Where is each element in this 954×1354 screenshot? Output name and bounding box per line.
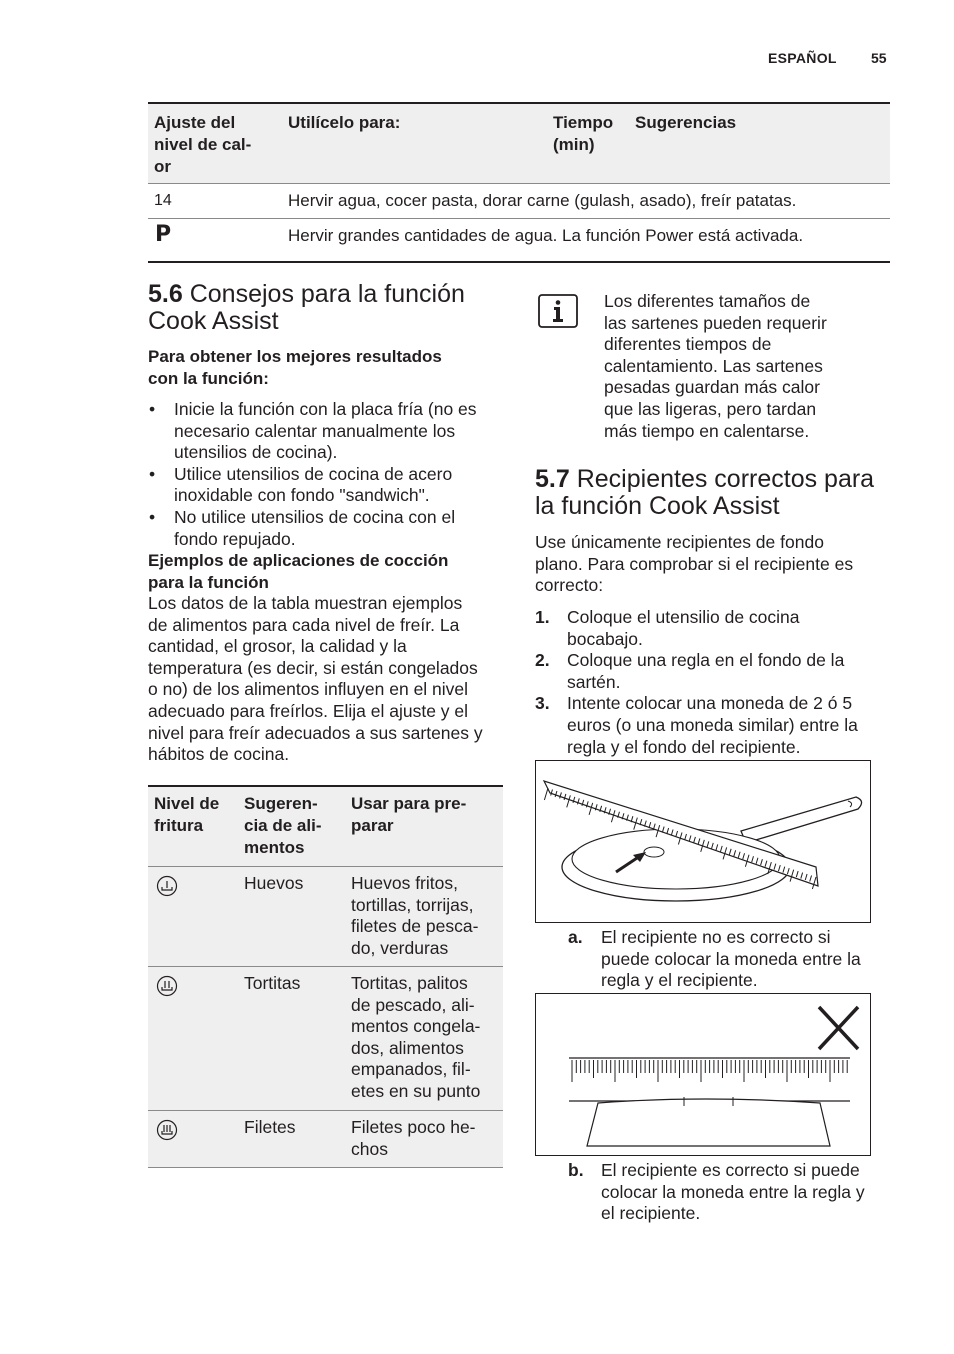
table-cell-use: Huevos fritos, tortillas, torrijas, filetes de pesca- do, verduras [351, 873, 479, 958]
section-5-7-intro: Use únicamente recipientes de fondo plano. Para comprobar si el recipiente es correcto: [535, 532, 854, 596]
table-cell-use: Filetes poco he- chos [351, 1117, 476, 1159]
list-item: • No utilice utensilios de cocina con el fondo repujado. [148, 507, 508, 550]
header-use-for: Utilícelo para: [288, 113, 401, 132]
ruler-side-illustration [535, 993, 871, 1156]
info-icon [538, 294, 578, 328]
tips-list [148, 399, 508, 550]
note-b: b. El recipiente es correcto si puede colocar la moneda entre la regla y el recipiente. [568, 1160, 865, 1224]
page-number: 55 [871, 50, 887, 66]
table-cell-food: Huevos [244, 873, 304, 893]
list-item: • Utilice utensilios de cocina de acero inoxidable con fondo "sandwich". [148, 464, 508, 507]
fry-level-2-icon [156, 975, 178, 997]
header-food: Sugeren- cia de ali- mentos [244, 794, 322, 857]
header-time: Tiempo (min) [553, 113, 614, 154]
table-cell-use: Tortitas, palitos de pescado, ali- mentos congela- dos, alimentos empanados, fil- etes en su punto [351, 973, 481, 1101]
table-rule [148, 261, 890, 263]
header-heat-setting: Ajuste del nivel de cal- or [154, 113, 252, 176]
list-item: 3. Intente colocar una moneda de 2 ó 5 euros (o una moneda similar) entre la regla y el fondo del recipiente. [535, 693, 858, 757]
power-level-symbol: P [155, 222, 172, 247]
list-item: 2. Coloque una regla en el fondo de la sartén. [535, 650, 845, 692]
ruler-ticks [572, 1060, 847, 1082]
table-cell-food: Filetes [244, 1117, 296, 1137]
section-5-6-title: 5.6 Consejos para la función Cook Assist [148, 280, 465, 335]
info-note-text: Los diferentes tamaños de las sartenes pueden requerir diferentes tiempos de calentamiento. Las sartenes pesadas guardan más calor que las ligeras, pero tardan más tiempo en calentarse. [604, 291, 827, 441]
table-cell-use: Hervir agua, cocer pasta, dorar carne (gulash, asado), freír patatas. [288, 191, 797, 210]
examples-paragraph: Los datos de la tabla muestran ejemplos de alimentos para cada nivel de freír. La cantidad, el grosor, la calidad y la temperatura (es decir, si están congelados o no) de los alimentos influyen en el nivel adecuado para freírlos. Elija el ajuste y el nivel para freír adecuados a sus sartenes y hábitos de cocina. [148, 593, 483, 765]
ruler-tick [544, 788, 548, 800]
table-divider [148, 218, 890, 219]
page-language: ESPAÑOL [768, 50, 837, 66]
examples-heading: Ejemplos de aplicaciones de cocción para la función [148, 551, 449, 592]
pan-ruler-drawing [536, 761, 870, 922]
ruler-side-drawing [536, 994, 870, 1155]
fry-level-3-icon [156, 1119, 178, 1141]
table-cell-use: Hervir grandes cantidades de agua. La función Power está activada. [288, 226, 804, 245]
table-divider [148, 183, 890, 184]
best-results-heading: Para obtener los mejores resultados con la función: [148, 347, 442, 388]
section-5-7-title: 5.7 Recipientes correctos para la función Cook Assist [535, 465, 875, 520]
note-a: a. El recipiente no es correcto si puede colocar la moneda entre la regla y el recipiente. [568, 927, 861, 991]
list-item: 1. Coloque el utensilio de cocina bocabajo. [535, 607, 800, 649]
header-use-for: Usar para pre- parar [351, 794, 467, 835]
fry-level-1-icon [156, 875, 178, 897]
cross-icon [819, 1007, 858, 1049]
table-cell-food: Tortitas [244, 973, 301, 993]
table-cell-level: 14 [154, 192, 172, 209]
table-divider [148, 1167, 503, 1168]
steps-list [535, 607, 895, 758]
list-item: • Inicie la función con la placa fría (no es necesario calentar manualmente los utensilios de cocina). [148, 399, 508, 464]
table-header [148, 104, 890, 184]
pan-ruler-illustration [535, 760, 871, 923]
header-suggestions: Sugerencias [635, 113, 737, 132]
header-fry-level: Nivel de fritura [154, 794, 220, 835]
